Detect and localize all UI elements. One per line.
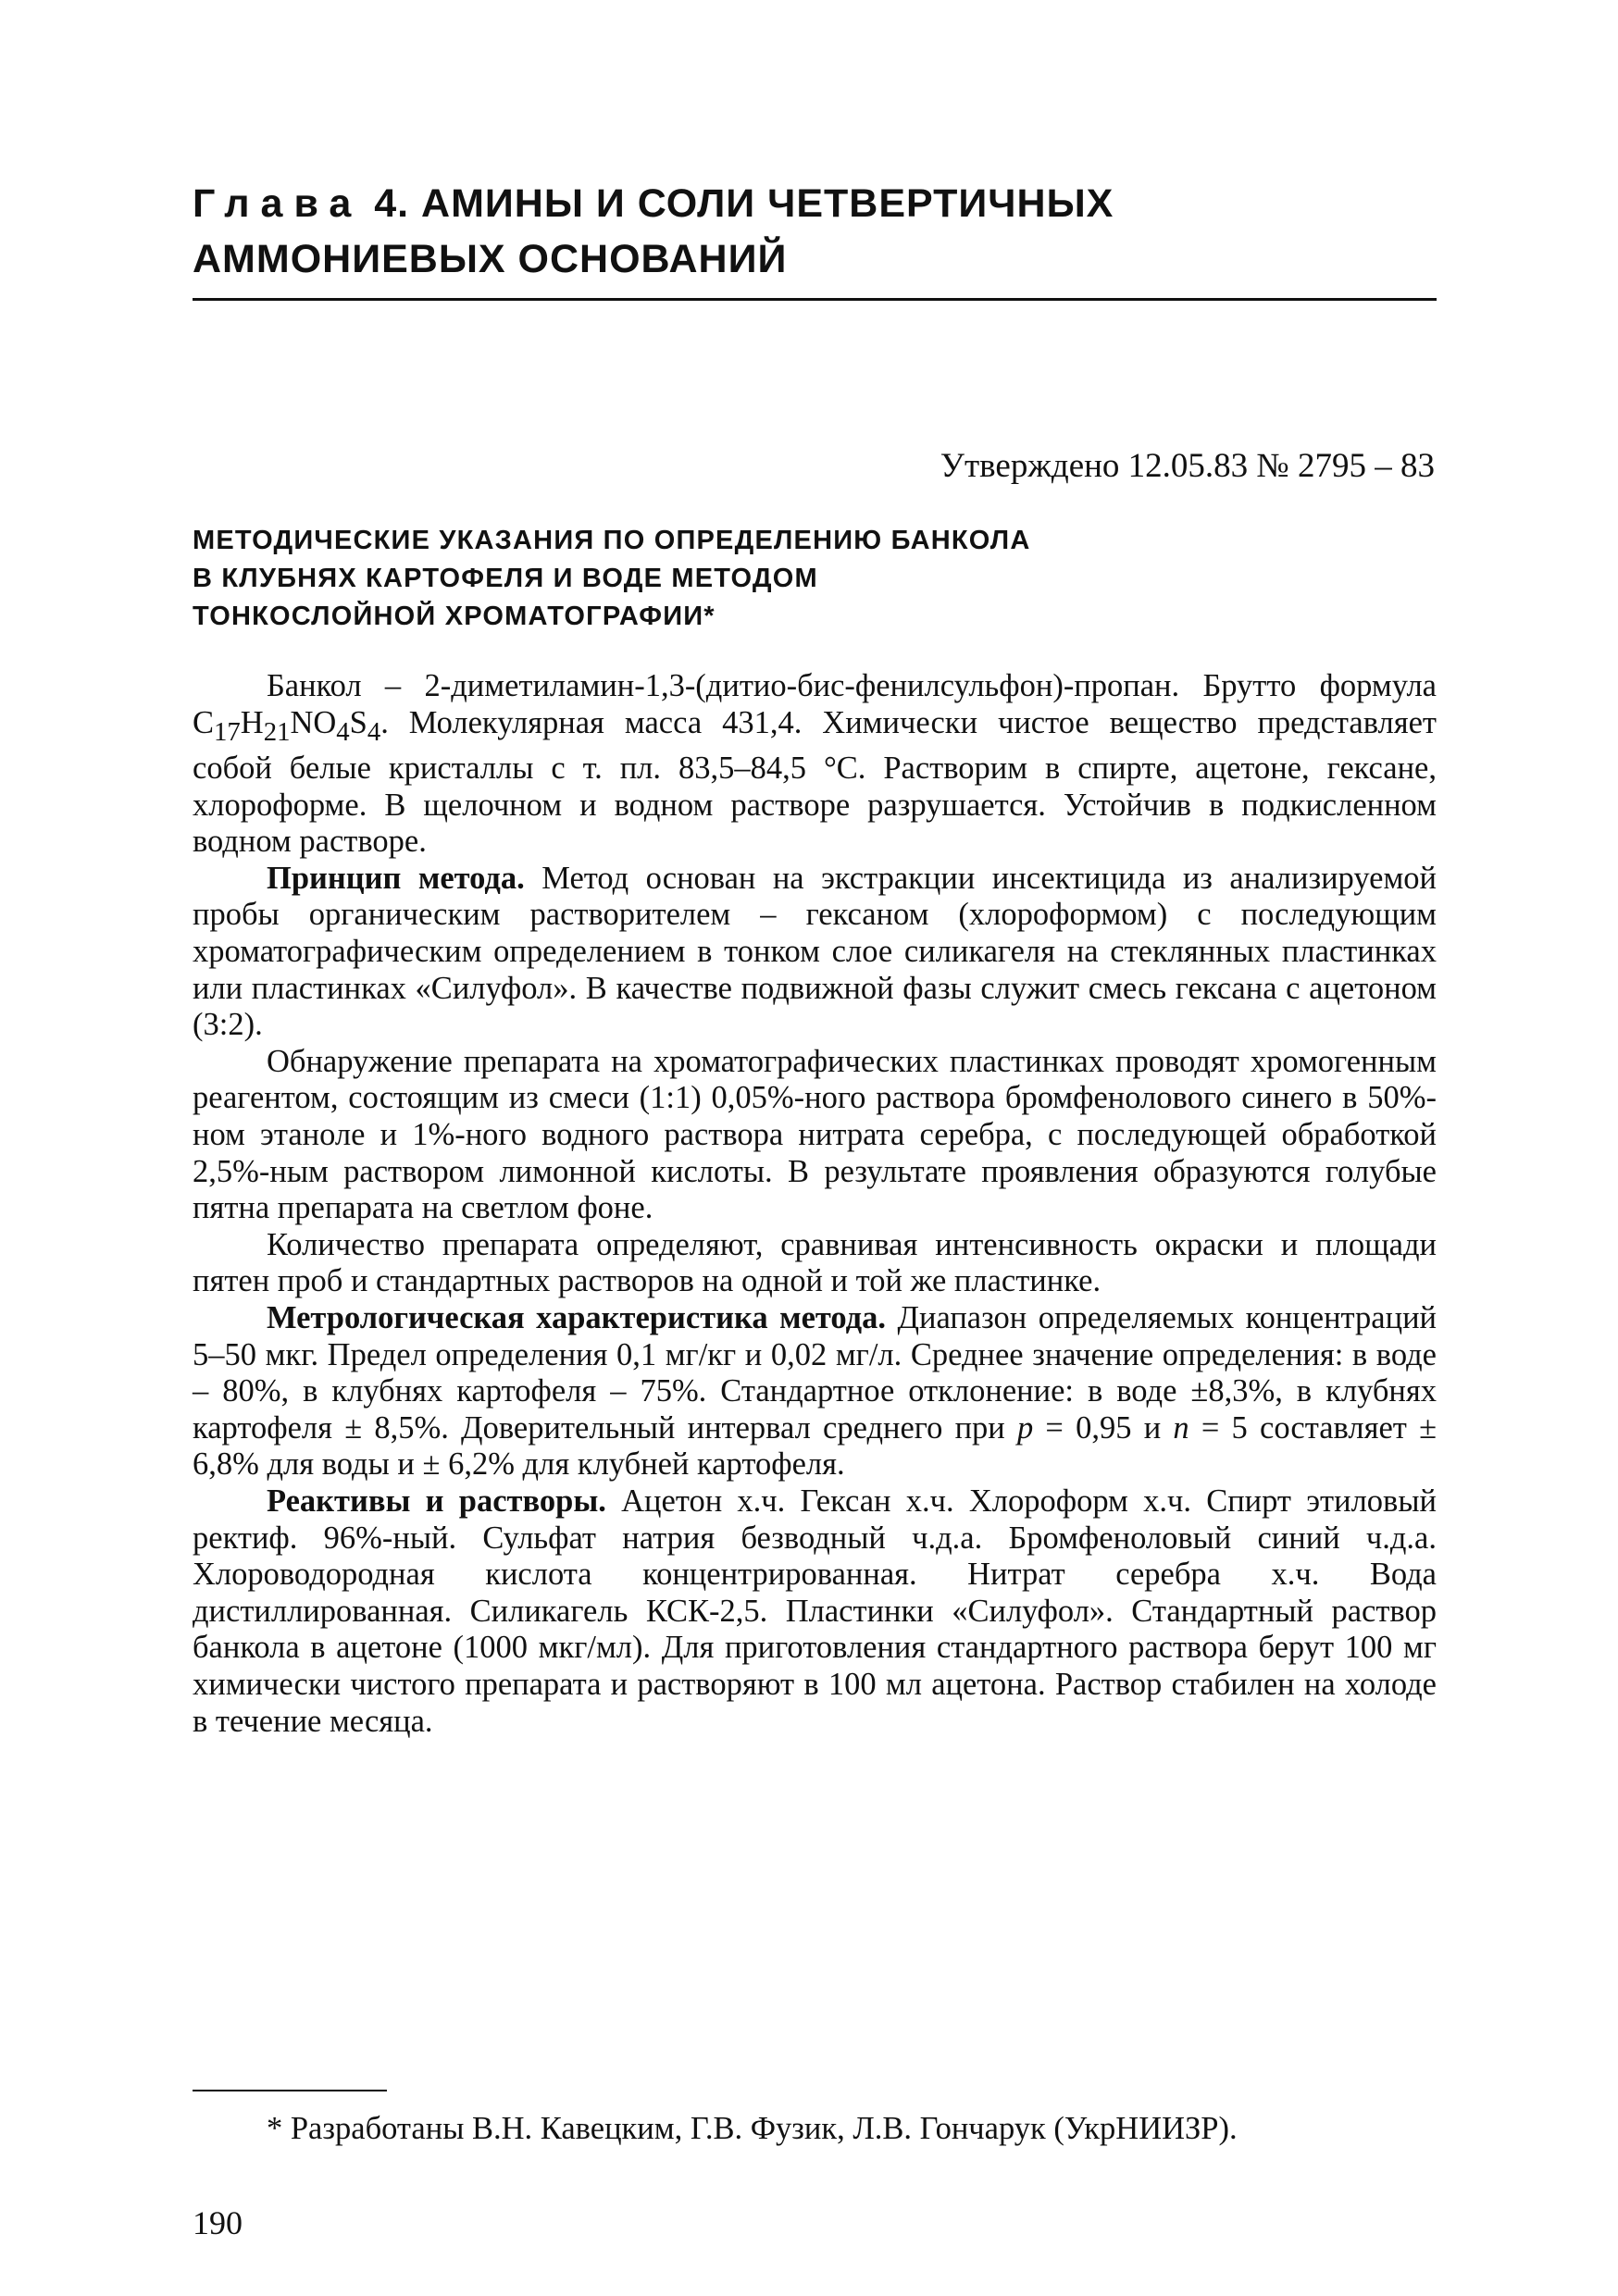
body-text [193,668,1437,1740]
approval-note: Утверждено 12.05.83 № 2795 – 83 [940,447,1435,485]
intro-text-1: Банкол – 2-диметиламин-1,3-(дитио-бис-фенилсульфон)-пропан. Брутто формула C [193,668,1437,740]
quantity-paragraph: Количество препарата определяют, сравнивая интенсивность окраски и площади пятен проб и стандартных растворов на одной и той же пластинке. [193,1226,1437,1299]
metrology-n-symbol: n [1173,1409,1189,1446]
intro-paragraph [193,668,1437,861]
chapter-title-line2: АММОНИЕВЫХ ОСНОВАНИЙ [193,237,788,281]
metrology-text-1: Диапазон определяемых концентраций 5–50 мкг. Предел определения 0,1 мг/кг и 0,02 мг/л. Среднее значение определения: в воде – 80%, в клубнях картофеля – 75%. Стандартное отклонение: в воде ±8,3%, в клубнях картофеля ± 8,5%. Доверительный интервал среднего при [193,1299,1437,1446]
detection-paragraph: Обнаружение препарата на хроматографических пластинках проводят хромогенным реагентом, состоящим из смеси (1:1) 0,05%-ного раствора бромфенолового синего в 50%-ном этаноле и 1%-ного водного раствора нитрата серебра, с последующей обработкой 2,5%-ным раствором лимонной кислоты. В результате проявления образуются голубые пятна препарата на светлом фоне. [193,1043,1437,1226]
chapter-title-line1: 4. АМИНЫ И СОЛИ ЧЕТВЕРТИЧНЫХ [374,181,1114,226]
principle-paragraph [193,861,1437,1044]
page-number: 190 [193,2204,243,2241]
footnote-divider [193,2090,387,2091]
chapter-prefix: Глава [193,181,363,226]
metrology-text-3: = 5 составляет ± 6,8% для воды и ± 6,2% для клубней картофеля. [193,1409,1438,1483]
principle-heading: Принцип метода. [267,860,525,896]
formula-subscript: 21 [263,716,291,747]
document-title-line2: В КЛУБНЯХ КАРТОФЕЛЯ И ВОДЕ МЕТОДОМ [193,564,818,593]
principle-text: Метод основан на экстракции инсектицида из анализируемой пробы органическим растворителем – гексаном (хлороформом) с последующим хроматографическим определением в тонком слое силикагеля на стеклянных пластинках или пластинках «Силуфол». В качестве подвижной фазы служит смесь гексана с ацетоном (3:2). [193,860,1437,1043]
reagents-heading: Реактивы и растворы. [267,1483,606,1519]
metrology-paragraph [193,1300,1437,1483]
intro-text-3: NO [290,704,337,740]
footnote: * Разработаны В.Н. Кавецким, Г.В. Фузик, Л.В. Гончарук (УкрНИИЗР). [267,2111,1238,2146]
reagents-paragraph [193,1483,1437,1740]
formula-subscript: 4 [367,716,381,747]
formula-subscript: 17 [214,716,241,747]
formula-subscript: 4 [336,716,350,747]
document-title [193,522,1211,636]
intro-text-4: S [349,704,367,740]
metrology-heading: Метрологическая характеристика метода. [267,1299,886,1335]
metrology-text-2: = 0,95 и [1033,1409,1174,1446]
intro-text-2: H [240,704,264,740]
document-title-line1: МЕТОДИЧЕСКИЕ УКАЗАНИЯ ПО ОПРЕДЕЛЕНИЮ БАНКОЛА [193,526,1031,555]
chapter-heading [193,176,1433,287]
intro-text-5: . Молекулярная масса 431,4. Химически чистое вещество представляет собой белые кристаллы с т. пл. 83,5–84,5 °С. Растворим в спирте, ацетоне, гексане, хлороформе. В щелочном и водном растворе разрушается. Устойчив в подкисленном водном растворе. [193,704,1437,860]
document-title-line3: ТОНКОСЛОЙНОЙ ХРОМАТОГРАФИИ* [193,602,716,631]
chapter-divider [193,298,1437,301]
metrology-p-symbol: p [1016,1409,1034,1446]
reagents-text: Ацетон х.ч. Гексан х.ч. Хлороформ х.ч. Спирт этиловый ректиф. 96%-ный. Сульфат натрия безводный ч.д.а. Бромфеноловый синий ч.д.а. Хлороводородная кислота концентрированная. Нитрат серебра х.ч. Вода дистиллированная. Силикагель КСК-2,5. Пластинки «Силуфол». Стандартный раствор банкола в ацетоне (1000 мкг/мл). Для приготовления стандартного раствора берут 100 мг химически чистого препарата и растворяют в 100 мл ацетона. Раствор стабилен на холоде в течение месяца. [193,1483,1437,1739]
